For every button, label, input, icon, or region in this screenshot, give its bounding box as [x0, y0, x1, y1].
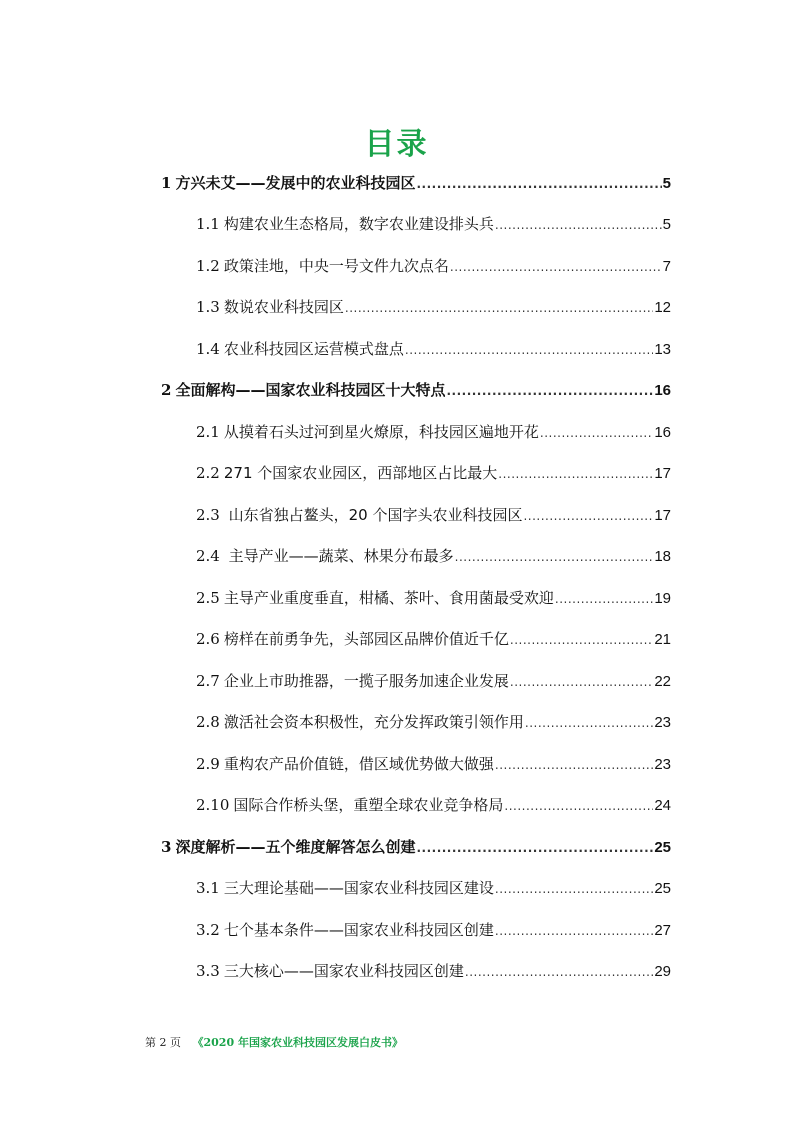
- toc-entry-label: 1.4 农业科技园区运营模式盘点: [196, 340, 404, 358]
- toc-entry[interactable]: [196, 338, 671, 362]
- toc-entry-label: 2.2 271 个国家农业园区，西部地区占比最大: [196, 464, 498, 482]
- toc-entry-label: 2.5 主导产业重度垂直，柑橘、茶叶、食用菌最受欢迎: [196, 589, 554, 607]
- toc-entry-label: 1.1 构建农业生态格局，数字农业建设排头兵: [196, 215, 494, 233]
- toc-leader-dots: [495, 882, 653, 896]
- toc-entry-label: 2.1 从摸着石头过河到星火燎原，科技园区遍地开花: [196, 423, 539, 441]
- toc-leader-dots: [510, 633, 653, 647]
- toc-page-number: 12: [654, 299, 671, 316]
- toc-entry-label: 1 方兴未艾——发展中的农业科技园区: [161, 174, 416, 192]
- toc-entry-label: 2.6 榜样在前勇争先，头部园区品牌价值近千亿: [196, 630, 509, 648]
- toc-leader-dots: [416, 177, 661, 191]
- toc-leader-dots: [555, 592, 653, 606]
- toc-entry-label: 3.3 三大核心——国家农业科技园区创建: [196, 962, 464, 980]
- toc-leader-dots: [498, 467, 653, 481]
- toc-page-number: 29: [654, 963, 671, 980]
- toc-entry[interactable]: [161, 172, 671, 196]
- toc-leader-dots: [345, 301, 653, 315]
- footer-document-title: 《2020 年国家农业科技园区发展白皮书》: [192, 1036, 403, 1049]
- toc-page-number: 23: [654, 714, 671, 731]
- toc-page-number: 5: [662, 175, 671, 192]
- page-title: 目录: [364, 127, 429, 162]
- toc-leader-dots: [450, 260, 662, 274]
- toc-page-number: 17: [654, 465, 671, 482]
- toc-leader-dots: [540, 426, 653, 440]
- toc-entry[interactable]: [196, 255, 671, 279]
- toc-entry[interactable]: [196, 504, 671, 528]
- page-footer: [145, 1034, 403, 1050]
- toc-entry[interactable]: [196, 794, 671, 818]
- toc-entry[interactable]: [196, 919, 671, 943]
- toc-entry-label: 2.3 山东省独占鳌头，20 个国字头农业科技园区: [196, 506, 523, 524]
- toc-leader-dots: [510, 675, 653, 689]
- toc-entry[interactable]: [196, 960, 671, 984]
- toc-entry[interactable]: [196, 587, 671, 611]
- toc-entry-label: 2.7 企业上市助推器，一揽子服务加速企业发展: [196, 672, 509, 690]
- toc-entry-label: 3 深度解析——五个维度解答怎么创建: [161, 838, 416, 856]
- toc-entry[interactable]: [196, 711, 671, 735]
- toc-leader-dots: [495, 924, 653, 938]
- toc-leader-dots: [455, 550, 654, 564]
- toc-page-number: 21: [654, 631, 671, 648]
- toc-page-number: 19: [654, 590, 671, 607]
- toc-entry-label: 3.1 三大理论基础——国家农业科技园区建设: [196, 879, 494, 897]
- toc-leader-dots: [405, 343, 653, 357]
- toc-page-number: 23: [654, 756, 671, 773]
- toc-entry[interactable]: [196, 753, 671, 777]
- toc-leader-dots: [525, 716, 653, 730]
- toc-entry[interactable]: [196, 462, 671, 486]
- toc-leader-dots: [523, 509, 653, 523]
- toc-entry[interactable]: [196, 545, 671, 569]
- toc-page-number: 25: [654, 839, 671, 856]
- toc-entry-label: 1.3 数说农业科技园区: [196, 298, 344, 316]
- toc-leader-dots: [446, 384, 653, 398]
- toc-page-number: 13: [654, 341, 671, 358]
- toc-entry[interactable]: [196, 628, 671, 652]
- toc-entry-label: 3.2 七个基本条件——国家农业科技园区创建: [196, 921, 494, 939]
- toc-page-number: 16: [654, 424, 671, 441]
- toc-entry[interactable]: [196, 213, 671, 237]
- toc-leader-dots: [465, 965, 653, 979]
- toc-entry-label: 2.8 激活社会资本积极性，充分发挥政策引领作用: [196, 713, 524, 731]
- toc-page-number: 25: [654, 880, 671, 897]
- toc-leader-dots: [416, 841, 653, 855]
- toc-entry[interactable]: [196, 670, 671, 694]
- toc-entry[interactable]: [161, 836, 671, 860]
- toc-entry-label: 2.10 国际合作桥头堡，重塑全球农业竞争格局: [196, 796, 504, 814]
- toc-leader-dots: [504, 799, 653, 813]
- toc-leader-dots: [495, 758, 653, 772]
- toc-entry[interactable]: [196, 421, 671, 445]
- toc-page-number: 22: [654, 673, 671, 690]
- footer-page-label: 第 2 页: [145, 1036, 181, 1049]
- toc-page-number: 24: [654, 797, 671, 814]
- toc-entry-label: 2.9 重构农产品价值链，借区域优势做大做强: [196, 755, 494, 773]
- toc-entry-label: 1.2 政策洼地，中央一号文件九次点名: [196, 257, 449, 275]
- toc-entry[interactable]: [196, 877, 671, 901]
- toc-page-number: 17: [654, 507, 671, 524]
- toc-page-number: 27: [654, 922, 671, 939]
- toc-entry-label: 2 全面解构——国家农业科技园区十大特点: [161, 381, 446, 399]
- toc-entry-label: 2.4 主导产业——蔬菜、林果分布最多: [196, 547, 454, 565]
- toc-page-number: 7: [662, 258, 671, 275]
- toc-page-number: 16: [654, 382, 671, 399]
- toc-leader-dots: [495, 218, 662, 232]
- toc-entry[interactable]: [196, 296, 671, 320]
- toc-page-number: 18: [654, 548, 671, 565]
- toc-page-number: 5: [662, 216, 671, 233]
- toc-entry[interactable]: [161, 379, 671, 403]
